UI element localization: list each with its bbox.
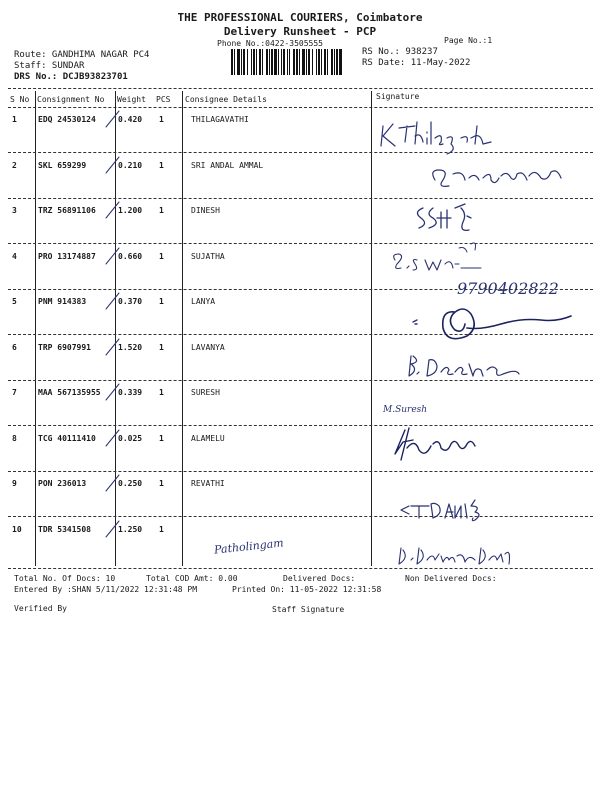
row-consignment-no: TRP 6907991 bbox=[38, 342, 91, 352]
staff-name: Staff: SUNDAR bbox=[14, 61, 85, 71]
row-weight: 0.339 bbox=[118, 388, 143, 397]
row-weight: 1.520 bbox=[118, 342, 143, 352]
row-pcs: 1 bbox=[159, 479, 164, 488]
tick-mark bbox=[102, 200, 124, 220]
row-consignment-no: SKL 659299 bbox=[38, 160, 87, 170]
barcode-bar bbox=[247, 49, 248, 75]
row-consignee: ALAMELU bbox=[191, 433, 225, 443]
route: Route: GANDHIMA NAGAR PC4 bbox=[14, 50, 150, 60]
row-consignment-no: EDQ 24530124 bbox=[38, 115, 96, 124]
barcode-bar bbox=[231, 49, 233, 75]
barcode-bar bbox=[274, 49, 277, 75]
tick-mark bbox=[102, 428, 124, 448]
row-pcs: 1 bbox=[159, 160, 164, 170]
row-pcs: 1 bbox=[159, 342, 164, 352]
company-title: THE PROFESSIONAL COURIERS, Coimbatore bbox=[177, 11, 423, 24]
page-number: Page No.:1 bbox=[444, 36, 493, 45]
row-sno: 6 bbox=[12, 342, 17, 352]
row-sno: 10 bbox=[12, 524, 22, 534]
tick-mark bbox=[102, 109, 124, 129]
barcode-bar bbox=[278, 49, 279, 75]
barcode-bar bbox=[327, 49, 328, 75]
row-pcs: 1 bbox=[159, 115, 164, 124]
col-header-weight: Weight bbox=[117, 95, 146, 104]
row-consignee: LANYA bbox=[191, 297, 216, 306]
drs-number: DRS No.: DCJB93823701 bbox=[14, 72, 128, 82]
tick-mark bbox=[102, 291, 124, 311]
barcode-bar bbox=[312, 49, 313, 75]
row-consignment-no: PON 236013 bbox=[38, 479, 87, 488]
non-delivered-docs: Non Delivered Docs: bbox=[405, 574, 497, 583]
barcode-bar bbox=[339, 49, 342, 75]
row-consignee: REVATHI bbox=[191, 479, 225, 488]
row-sno: 1 bbox=[12, 115, 17, 124]
row-pcs: 1 bbox=[159, 206, 164, 215]
row-weight: 0.250 bbox=[118, 479, 143, 488]
header-divider-top bbox=[8, 88, 593, 89]
barcode-bar bbox=[281, 49, 282, 75]
row-consignee: THILAGAVATHI bbox=[191, 115, 249, 124]
signature-suresh: M.Suresh bbox=[383, 405, 428, 415]
row-consignee: DINESH bbox=[191, 206, 220, 215]
row-pcs: 1 bbox=[159, 388, 164, 397]
barcode-bar bbox=[316, 49, 317, 75]
row-weight: 0.025 bbox=[118, 433, 143, 443]
barcode-bar bbox=[302, 49, 305, 75]
row-consignment-no: TRZ 56891106 bbox=[38, 206, 96, 215]
col-header-consignee: Consignee Details bbox=[185, 95, 267, 104]
total-cod: Total COD Amt: 0.00 bbox=[146, 574, 238, 583]
tick-mark bbox=[102, 155, 124, 175]
row-sno: 3 bbox=[12, 206, 17, 215]
row-weight: 0.420 bbox=[118, 115, 143, 124]
barcode-bar bbox=[296, 49, 298, 75]
barcode bbox=[230, 49, 342, 75]
barcode-bar bbox=[262, 49, 263, 75]
col-header-consignment: Consignment No bbox=[37, 95, 105, 104]
row-consignee: SRI ANDAL AMMAL bbox=[191, 160, 264, 170]
row-pcs: 1 bbox=[159, 524, 164, 534]
rs-number: RS No.: 938237 bbox=[362, 47, 438, 57]
barcode-bar bbox=[256, 49, 257, 75]
barcode-bar bbox=[266, 49, 268, 75]
barcode-bar bbox=[243, 49, 245, 75]
verified-by: Verified By bbox=[14, 604, 67, 613]
column-line bbox=[182, 91, 183, 566]
column-line bbox=[35, 91, 36, 566]
barcode-bar bbox=[241, 49, 242, 75]
barcode-bar bbox=[237, 49, 240, 75]
barcode-bar bbox=[251, 49, 252, 75]
barcode-bar bbox=[324, 49, 326, 75]
barcode-bar bbox=[318, 49, 320, 75]
handwritten-consignee-row10: Patholingam bbox=[213, 536, 285, 557]
signatures-layer bbox=[371, 108, 596, 568]
row-consignee: SUJATHA bbox=[191, 251, 225, 261]
rs-date: RS Date: 11-May-2022 bbox=[362, 58, 471, 68]
row-consignment-no: PRO 13174887 bbox=[38, 251, 96, 261]
phone-number: Phone No.:0422-3505555 bbox=[217, 39, 323, 48]
row-weight: 1.200 bbox=[118, 206, 143, 215]
barcode-bar bbox=[299, 49, 300, 75]
barcode-bar bbox=[321, 49, 322, 75]
delivered-docs: Delivered Docs: bbox=[283, 574, 356, 583]
row-weight: 0.210 bbox=[118, 160, 143, 170]
col-header-pcs: PCS bbox=[156, 95, 171, 104]
row-sno: 7 bbox=[12, 388, 17, 397]
barcode-bar bbox=[306, 49, 307, 75]
tick-mark bbox=[102, 473, 124, 493]
row-weight: 1.250 bbox=[118, 524, 143, 534]
signature-phone-number: 9790402822 bbox=[457, 279, 559, 298]
row-sno: 5 bbox=[12, 297, 17, 306]
col-header-signature: Signature bbox=[376, 92, 420, 101]
row-sno: 9 bbox=[12, 479, 17, 488]
barcode-bar bbox=[308, 49, 310, 75]
row-sno: 8 bbox=[12, 433, 17, 443]
row-pcs: 1 bbox=[159, 297, 164, 306]
barcode-bar bbox=[289, 49, 290, 75]
entered-by: Entered By :SHAN 5/11/2022 12:31:48 PM bbox=[14, 585, 198, 594]
barcode-bar bbox=[331, 49, 333, 75]
barcode-bar bbox=[336, 49, 338, 75]
barcode-bar bbox=[253, 49, 255, 75]
staff-signature: Staff Signature bbox=[272, 605, 345, 614]
row-sno: 2 bbox=[12, 160, 17, 170]
barcode-bar bbox=[293, 49, 295, 75]
barcode-bar bbox=[283, 49, 285, 75]
table-bottom-divider bbox=[8, 568, 593, 569]
tick-mark bbox=[102, 337, 124, 357]
row-consignee: LAVANYA bbox=[191, 342, 225, 352]
row-consignment-no: MAA 567135955 bbox=[38, 388, 101, 397]
row-pcs: 1 bbox=[159, 251, 164, 261]
barcode-bar bbox=[234, 49, 235, 75]
barcode-bar bbox=[334, 49, 335, 75]
tick-mark bbox=[102, 246, 124, 266]
barcode-bar bbox=[259, 49, 261, 75]
barcode-bar bbox=[271, 49, 273, 75]
col-header-sno: S No bbox=[10, 95, 30, 104]
row-weight: 0.660 bbox=[118, 251, 143, 261]
row-sno: 4 bbox=[12, 251, 17, 261]
barcode-bar bbox=[287, 49, 288, 75]
row-consignment-no: TDR 5341508 bbox=[38, 524, 91, 534]
printed-on: Printed On: 11-05-2022 12:31:58 bbox=[232, 585, 382, 594]
row-weight: 0.370 bbox=[118, 297, 143, 306]
tick-mark bbox=[102, 519, 124, 539]
row-pcs: 1 bbox=[159, 433, 164, 443]
row-consignment-no: TCG 40111410 bbox=[38, 433, 96, 443]
row-consignment-no: PNM 914383 bbox=[38, 297, 87, 306]
total-docs: Total No. Of Docs: 10 bbox=[14, 574, 116, 583]
barcode-bar bbox=[269, 49, 270, 75]
runsheet-subtitle: Delivery Runsheet - PCP bbox=[223, 25, 377, 38]
tick-mark bbox=[102, 382, 124, 402]
row-consignee: SURESH bbox=[191, 388, 220, 397]
